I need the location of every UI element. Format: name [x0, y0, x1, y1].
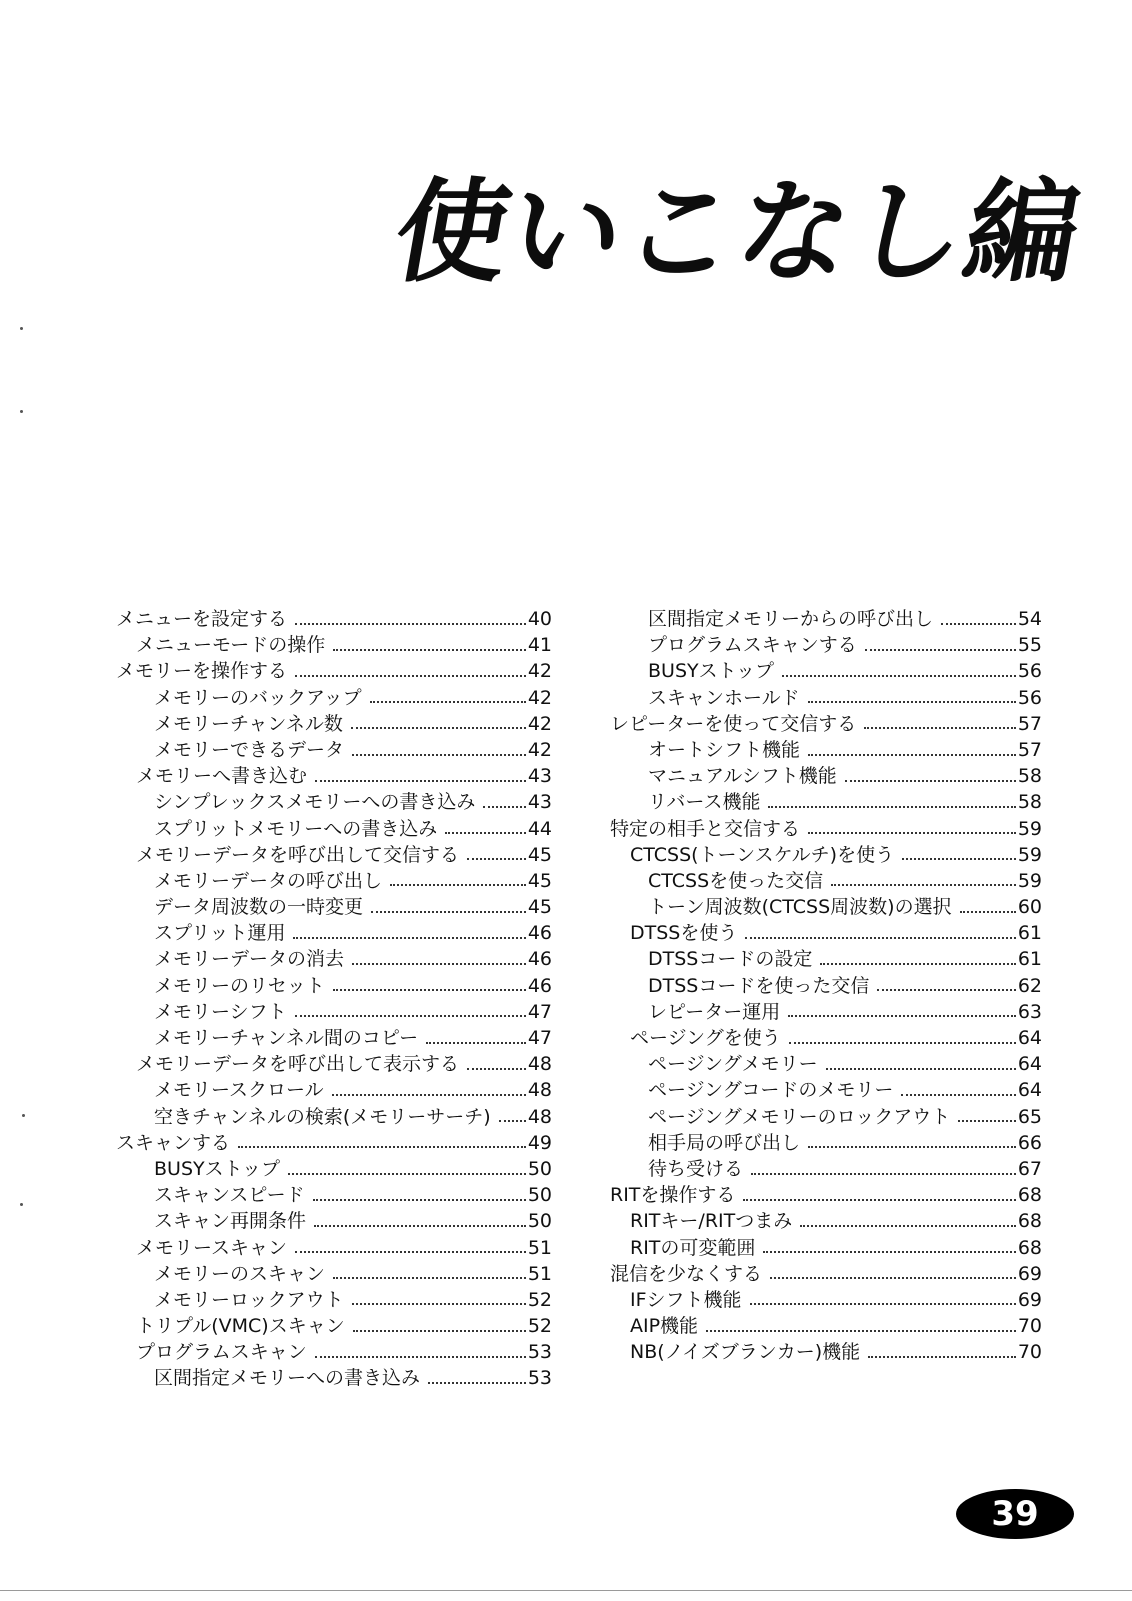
toc-dot-leader	[445, 831, 526, 834]
toc-entry-page: 42	[527, 712, 552, 735]
toc-entry-page: 46	[527, 948, 552, 971]
toc-entry-page: 45	[527, 896, 552, 919]
toc-entry-page: 61	[1017, 948, 1042, 971]
toc-dot-leader	[483, 805, 525, 808]
toc-dot-leader	[295, 1014, 526, 1017]
toc-entry	[610, 789, 1042, 815]
toc-entry-page: 65	[1017, 1105, 1042, 1128]
toc-entry-label: レピーターを使って交信する	[610, 712, 857, 735]
toc-entry-label: メニューを設定する	[116, 608, 288, 630]
toc-entry	[610, 1235, 1042, 1261]
toc-entry-label: メモリーチャンネル間のコピー	[154, 1027, 419, 1049]
toc-entry	[116, 1025, 552, 1051]
toc-entry-page: 54	[1017, 608, 1042, 630]
toc-entry	[610, 1104, 1042, 1130]
toc-entry	[116, 1261, 552, 1287]
toc-entry	[116, 1156, 552, 1182]
toc-dot-leader	[333, 988, 526, 991]
toc-entry-page: 67	[1017, 1157, 1042, 1180]
toc-dot-leader	[314, 1224, 526, 1227]
toc-entry-label: ページングメモリー	[648, 1053, 818, 1076]
toc-entry-label: オートシフト機能	[648, 738, 801, 761]
toc-entry	[116, 1104, 552, 1130]
toc-entry	[610, 658, 1042, 684]
toc-entry	[116, 816, 552, 842]
toc-entry-label: メニューモードの操作	[136, 634, 326, 657]
toc-entry	[116, 842, 552, 868]
toc-dot-leader	[808, 1145, 1016, 1148]
toc-entry-page: 69	[1017, 1262, 1042, 1285]
toc-entry-page: 57	[1017, 738, 1042, 761]
toc-entry-label: スキャンスピード	[154, 1184, 305, 1207]
toc-entry-page: 51	[527, 1236, 552, 1259]
toc-entry	[610, 999, 1042, 1025]
toc-dot-leader	[315, 779, 526, 782]
toc-entry	[610, 894, 1042, 920]
toc-entry-page: 51	[527, 1262, 552, 1285]
toc-entry-label: RITを操作する	[610, 1184, 736, 1207]
toc-entry-label: ページングを使う	[630, 1027, 781, 1049]
toc-entry-label: メモリーできるデータ	[154, 738, 345, 761]
toc-dot-leader	[745, 936, 1015, 939]
toc-entry-page: 59	[1017, 817, 1042, 840]
toc-dot-leader	[428, 1381, 526, 1384]
toc-entry-page: 52	[527, 1288, 552, 1311]
toc-dot-leader	[831, 883, 1016, 886]
toc-entry	[610, 1313, 1042, 1339]
toc-entry-label: DTSSコードを使った交信	[648, 974, 870, 997]
bottom-rule	[0, 1590, 1132, 1591]
toc-entry-page: 68	[1017, 1184, 1042, 1207]
toc-entry-label: シンプレックスメモリーへの書き込み	[154, 791, 476, 814]
toc-entry-label: スキャンホールド	[648, 686, 800, 709]
toc-entry	[610, 973, 1042, 999]
toc-entry	[116, 999, 552, 1025]
toc-entry-page: 46	[527, 922, 552, 945]
toc-entry-label: メモリーデータを呼び出して表示する	[136, 1053, 460, 1076]
toc-dot-leader	[826, 1067, 1016, 1070]
toc-entry-label: BUSYストップ	[154, 1157, 281, 1180]
toc-dot-leader	[808, 700, 1016, 703]
toc-entry-label: メモリーロックアウト	[154, 1288, 344, 1311]
toc-dot-leader	[351, 726, 526, 729]
toc-dot-leader	[295, 674, 526, 677]
toc-entry	[116, 1339, 552, 1365]
toc-dot-leader	[782, 674, 1016, 677]
toc-entry	[610, 1156, 1042, 1182]
toc-entry-label: リバース機能	[648, 791, 761, 814]
toc-dot-leader	[333, 1276, 526, 1279]
toc-entry	[116, 1130, 552, 1156]
toc-entry	[610, 1208, 1042, 1234]
toc-entry	[610, 1077, 1042, 1103]
toc-dot-leader	[353, 1329, 526, 1332]
toc-entry-label: メモリーのリセット	[154, 974, 325, 997]
toc-entry-label: CTCSS(トーンスケルチ)を使う	[630, 843, 895, 866]
toc-entry-page: 70	[1017, 1315, 1042, 1338]
toc-entry-page: 64	[1017, 1027, 1042, 1049]
toc-entry	[610, 685, 1042, 711]
toc-entry-page: 48	[527, 1079, 552, 1102]
toc-entry-label: RITの可変範囲	[630, 1236, 756, 1259]
toc-entry-page: 43	[527, 791, 552, 814]
toc-entry	[116, 685, 552, 711]
toc-entry-page: 52	[527, 1315, 552, 1338]
toc-dot-leader	[770, 1276, 1016, 1279]
toc-dot-leader	[820, 962, 1015, 965]
toc-dot-leader	[768, 805, 1015, 808]
toc-entry-page: 40	[527, 608, 552, 630]
toc-entry-page: 70	[1017, 1341, 1042, 1364]
scan-speck	[20, 1203, 23, 1206]
toc-entry	[610, 763, 1042, 789]
toc-entry	[116, 1077, 552, 1103]
toc-dot-leader	[808, 753, 1016, 756]
toc-entry-page: 53	[527, 1367, 552, 1390]
toc-entry	[610, 1051, 1042, 1077]
toc-entry-label: メモリーデータを呼び出して交信する	[136, 843, 460, 866]
toc-entry-page: 61	[1017, 922, 1042, 945]
toc-entry	[116, 1365, 552, 1391]
toc-dot-leader	[901, 1093, 1015, 1096]
toc-entry-label: 区間指定メモリーへの書き込み	[154, 1367, 421, 1390]
toc-dot-leader	[789, 1041, 1016, 1044]
toc-entry-label: 特定の相手と交信する	[610, 817, 801, 840]
toc-entry-label: マニュアルシフト機能	[648, 765, 837, 788]
toc-entry-label: IFシフト機能	[630, 1288, 742, 1311]
toc-entry-label: プログラムスキャン	[136, 1341, 307, 1364]
page-number-badge	[956, 1489, 1074, 1539]
toc-entry-label: 空きチャンネルの検索(メモリーサーチ)	[154, 1105, 491, 1128]
toc-entry-label: メモリーシフト	[154, 1000, 287, 1023]
toc-entry	[116, 1051, 552, 1077]
toc-dot-leader	[865, 648, 1016, 651]
toc-entry-page: 62	[1017, 974, 1042, 997]
toc-entry	[610, 920, 1042, 946]
scan-speck	[20, 327, 23, 330]
toc-entry-page: 68	[1017, 1236, 1042, 1259]
toc-dot-leader	[295, 1250, 526, 1253]
toc-entry-label: CTCSSを使った交信	[648, 869, 824, 892]
toc-entry-page: 50	[527, 1157, 552, 1180]
toc-entry-page: 49	[527, 1131, 552, 1154]
toc-entry-page: 66	[1017, 1131, 1042, 1154]
toc-entry-label: プログラムスキャンする	[648, 634, 857, 657]
toc-entry	[116, 711, 552, 737]
toc-entry-label: スキャン再開条件	[154, 1210, 307, 1233]
toc-dot-leader	[958, 1119, 1016, 1122]
toc-dot-leader	[288, 1172, 526, 1175]
toc-entry-label: メモリースキャン	[136, 1236, 288, 1259]
toc-entry	[116, 789, 552, 815]
toc-entry	[116, 1235, 552, 1261]
toc-dot-leader	[293, 936, 525, 939]
toc-entry-page: 48	[527, 1053, 552, 1076]
toc-entry-page: 50	[527, 1210, 552, 1233]
toc-entry-label: スプリット運用	[154, 922, 286, 945]
toc-dot-leader	[751, 1172, 1016, 1175]
toc-entry-label: スキャンする	[116, 1131, 231, 1154]
toc-dot-leader	[390, 883, 526, 886]
toc-entry-page: 64	[1017, 1053, 1042, 1076]
toc-entry-label: レピーター運用	[648, 1000, 781, 1023]
toc-entry	[116, 737, 552, 763]
toc-entry-page: 42	[527, 660, 552, 683]
toc-entry-label: DTSSコードの設定	[648, 948, 813, 971]
toc-dot-leader	[352, 753, 526, 756]
toc-dot-leader	[295, 622, 526, 625]
toc-dot-leader	[941, 622, 1016, 625]
toc-entry	[610, 1339, 1042, 1365]
toc-right-column	[610, 606, 1042, 1365]
toc-entry	[116, 658, 552, 684]
toc-dot-leader	[960, 910, 1016, 913]
toc-dot-leader	[426, 1041, 526, 1044]
toc-entry-page: 69	[1017, 1288, 1042, 1311]
toc-entry-label: トリプル(VMC)スキャン	[136, 1315, 345, 1338]
toc-entry-label: NB(ノイズブランカー)機能	[630, 1341, 861, 1364]
toc-entry-page: 56	[1017, 660, 1042, 683]
toc-dot-leader	[864, 726, 1016, 729]
toc-entry-label: メモリーデータの消去	[154, 948, 345, 971]
toc-entry-label: RITキー/RITつまみ	[630, 1210, 793, 1233]
toc-entry-page: 43	[527, 765, 552, 788]
toc-entry	[116, 946, 552, 972]
toc-entry-page: 50	[527, 1184, 552, 1207]
toc-entry	[116, 1313, 552, 1339]
toc-entry-label: メモリーのバックアップ	[154, 686, 362, 709]
toc-entry-page: 63	[1017, 1000, 1042, 1023]
toc-dot-leader	[763, 1250, 1015, 1253]
toc-entry	[610, 606, 1042, 632]
toc-entry-label: トーン周波数(CTCSS周波数)の選択	[648, 896, 952, 919]
toc-dot-leader	[371, 910, 526, 913]
toc-entry-page: 46	[527, 974, 552, 997]
toc-entry-page: 58	[1017, 791, 1042, 814]
scan-speck	[22, 1114, 25, 1117]
toc-entry-page: 48	[527, 1105, 552, 1128]
toc-entry	[610, 737, 1042, 763]
toc-entry	[610, 1261, 1042, 1287]
toc-entry-page: 42	[527, 738, 552, 761]
toc-entry	[610, 1025, 1042, 1051]
toc-entry-page: 55	[1017, 634, 1042, 657]
toc-dot-leader	[808, 831, 1016, 834]
toc-entry-label: メモリーを操作する	[116, 660, 288, 683]
toc-entry	[116, 606, 552, 632]
toc-entry-page: 57	[1017, 712, 1042, 735]
toc-entry-label: ページングコードのメモリー	[648, 1079, 894, 1102]
toc-dot-leader	[238, 1145, 526, 1148]
toc-dot-leader	[332, 1093, 526, 1096]
toc-entry	[116, 632, 552, 658]
toc-dot-leader	[868, 1355, 1016, 1358]
toc-entry-page: 47	[527, 1000, 552, 1023]
toc-entry-label: メモリーのスキャン	[154, 1262, 326, 1285]
toc-entry-label: 区間指定メモリーからの呼び出し	[648, 608, 934, 630]
toc-entry-page: 53	[527, 1341, 552, 1364]
toc-entry	[610, 868, 1042, 894]
toc-entry-label: AIP機能	[630, 1315, 699, 1338]
toc-entry-label: メモリーへ書き込む	[136, 765, 308, 788]
toc-entry	[116, 1287, 552, 1313]
toc-entry-label: データ周波数の一時変更	[154, 896, 364, 919]
toc-entry-label: メモリーチャンネル数	[154, 712, 343, 735]
toc-entry-page: 64	[1017, 1079, 1042, 1102]
toc-entry-label: スプリットメモリーへの書き込み	[154, 817, 438, 840]
toc-entry-page: 44	[527, 817, 552, 840]
toc-dot-leader	[845, 779, 1016, 782]
toc-dot-leader	[750, 1302, 1016, 1305]
toc-entry-label: DTSSを使う	[630, 922, 738, 945]
toc-dot-leader	[315, 1355, 526, 1358]
toc-dot-leader	[370, 700, 526, 703]
toc-entry-page: 68	[1017, 1210, 1042, 1233]
toc-entry	[610, 842, 1042, 868]
toc-entry-label: 混信を少なくする	[610, 1262, 763, 1285]
toc-dot-leader	[352, 1302, 526, 1305]
toc-entry	[116, 1182, 552, 1208]
toc-entry-label: メモリースクロール	[154, 1079, 324, 1102]
toc-entry	[116, 1208, 552, 1234]
toc-entry	[610, 711, 1042, 737]
toc-entry-page: 59	[1017, 843, 1042, 866]
toc-dot-leader	[313, 1198, 526, 1201]
toc-entry-page: 56	[1017, 686, 1042, 709]
toc-entry	[610, 1287, 1042, 1313]
toc-entry	[116, 894, 552, 920]
toc-dot-leader	[499, 1119, 526, 1122]
toc-dot-leader	[743, 1198, 1015, 1201]
toc-entry-page: 45	[527, 869, 552, 892]
toc-entry-page: 58	[1017, 765, 1042, 788]
toc-dot-leader	[333, 648, 526, 651]
toc-entry-page: 59	[1017, 869, 1042, 892]
toc-entry-page: 41	[527, 634, 552, 657]
toc-entry-page: 47	[527, 1027, 552, 1049]
toc-entry	[116, 868, 552, 894]
toc-dot-leader	[800, 1224, 1016, 1227]
toc-entry	[610, 946, 1042, 972]
toc-entry	[116, 920, 552, 946]
toc-entry-label: BUSYストップ	[648, 660, 775, 683]
toc-entry-page: 45	[527, 843, 552, 866]
toc-entry-page: 60	[1017, 896, 1042, 919]
toc-dot-leader	[352, 962, 526, 965]
toc-entry	[116, 973, 552, 999]
toc-dot-leader	[788, 1014, 1016, 1017]
toc-entry-label: メモリーデータの呼び出し	[154, 869, 383, 892]
scan-speck	[20, 410, 23, 413]
toc-dot-leader	[467, 857, 526, 860]
toc-entry	[610, 816, 1042, 842]
toc-dot-leader	[877, 988, 1015, 991]
toc-entry	[116, 763, 552, 789]
toc-dot-leader	[902, 857, 1016, 860]
toc-entry-label: 相手局の呼び出し	[648, 1131, 801, 1154]
toc-left-column	[116, 606, 552, 1392]
toc-entry-label: 待ち受ける	[648, 1157, 744, 1180]
toc-entry	[610, 1182, 1042, 1208]
toc-entry-page: 42	[527, 686, 552, 709]
toc-dot-leader	[467, 1067, 526, 1070]
page-number: 39	[991, 1494, 1039, 1534]
toc-entry	[610, 632, 1042, 658]
toc-entry-label: ページングメモリーのロックアウト	[648, 1105, 951, 1128]
section-title: 使いこなし編	[385, 168, 1092, 298]
toc-entry	[610, 1130, 1042, 1156]
toc-dot-leader	[706, 1329, 1016, 1332]
